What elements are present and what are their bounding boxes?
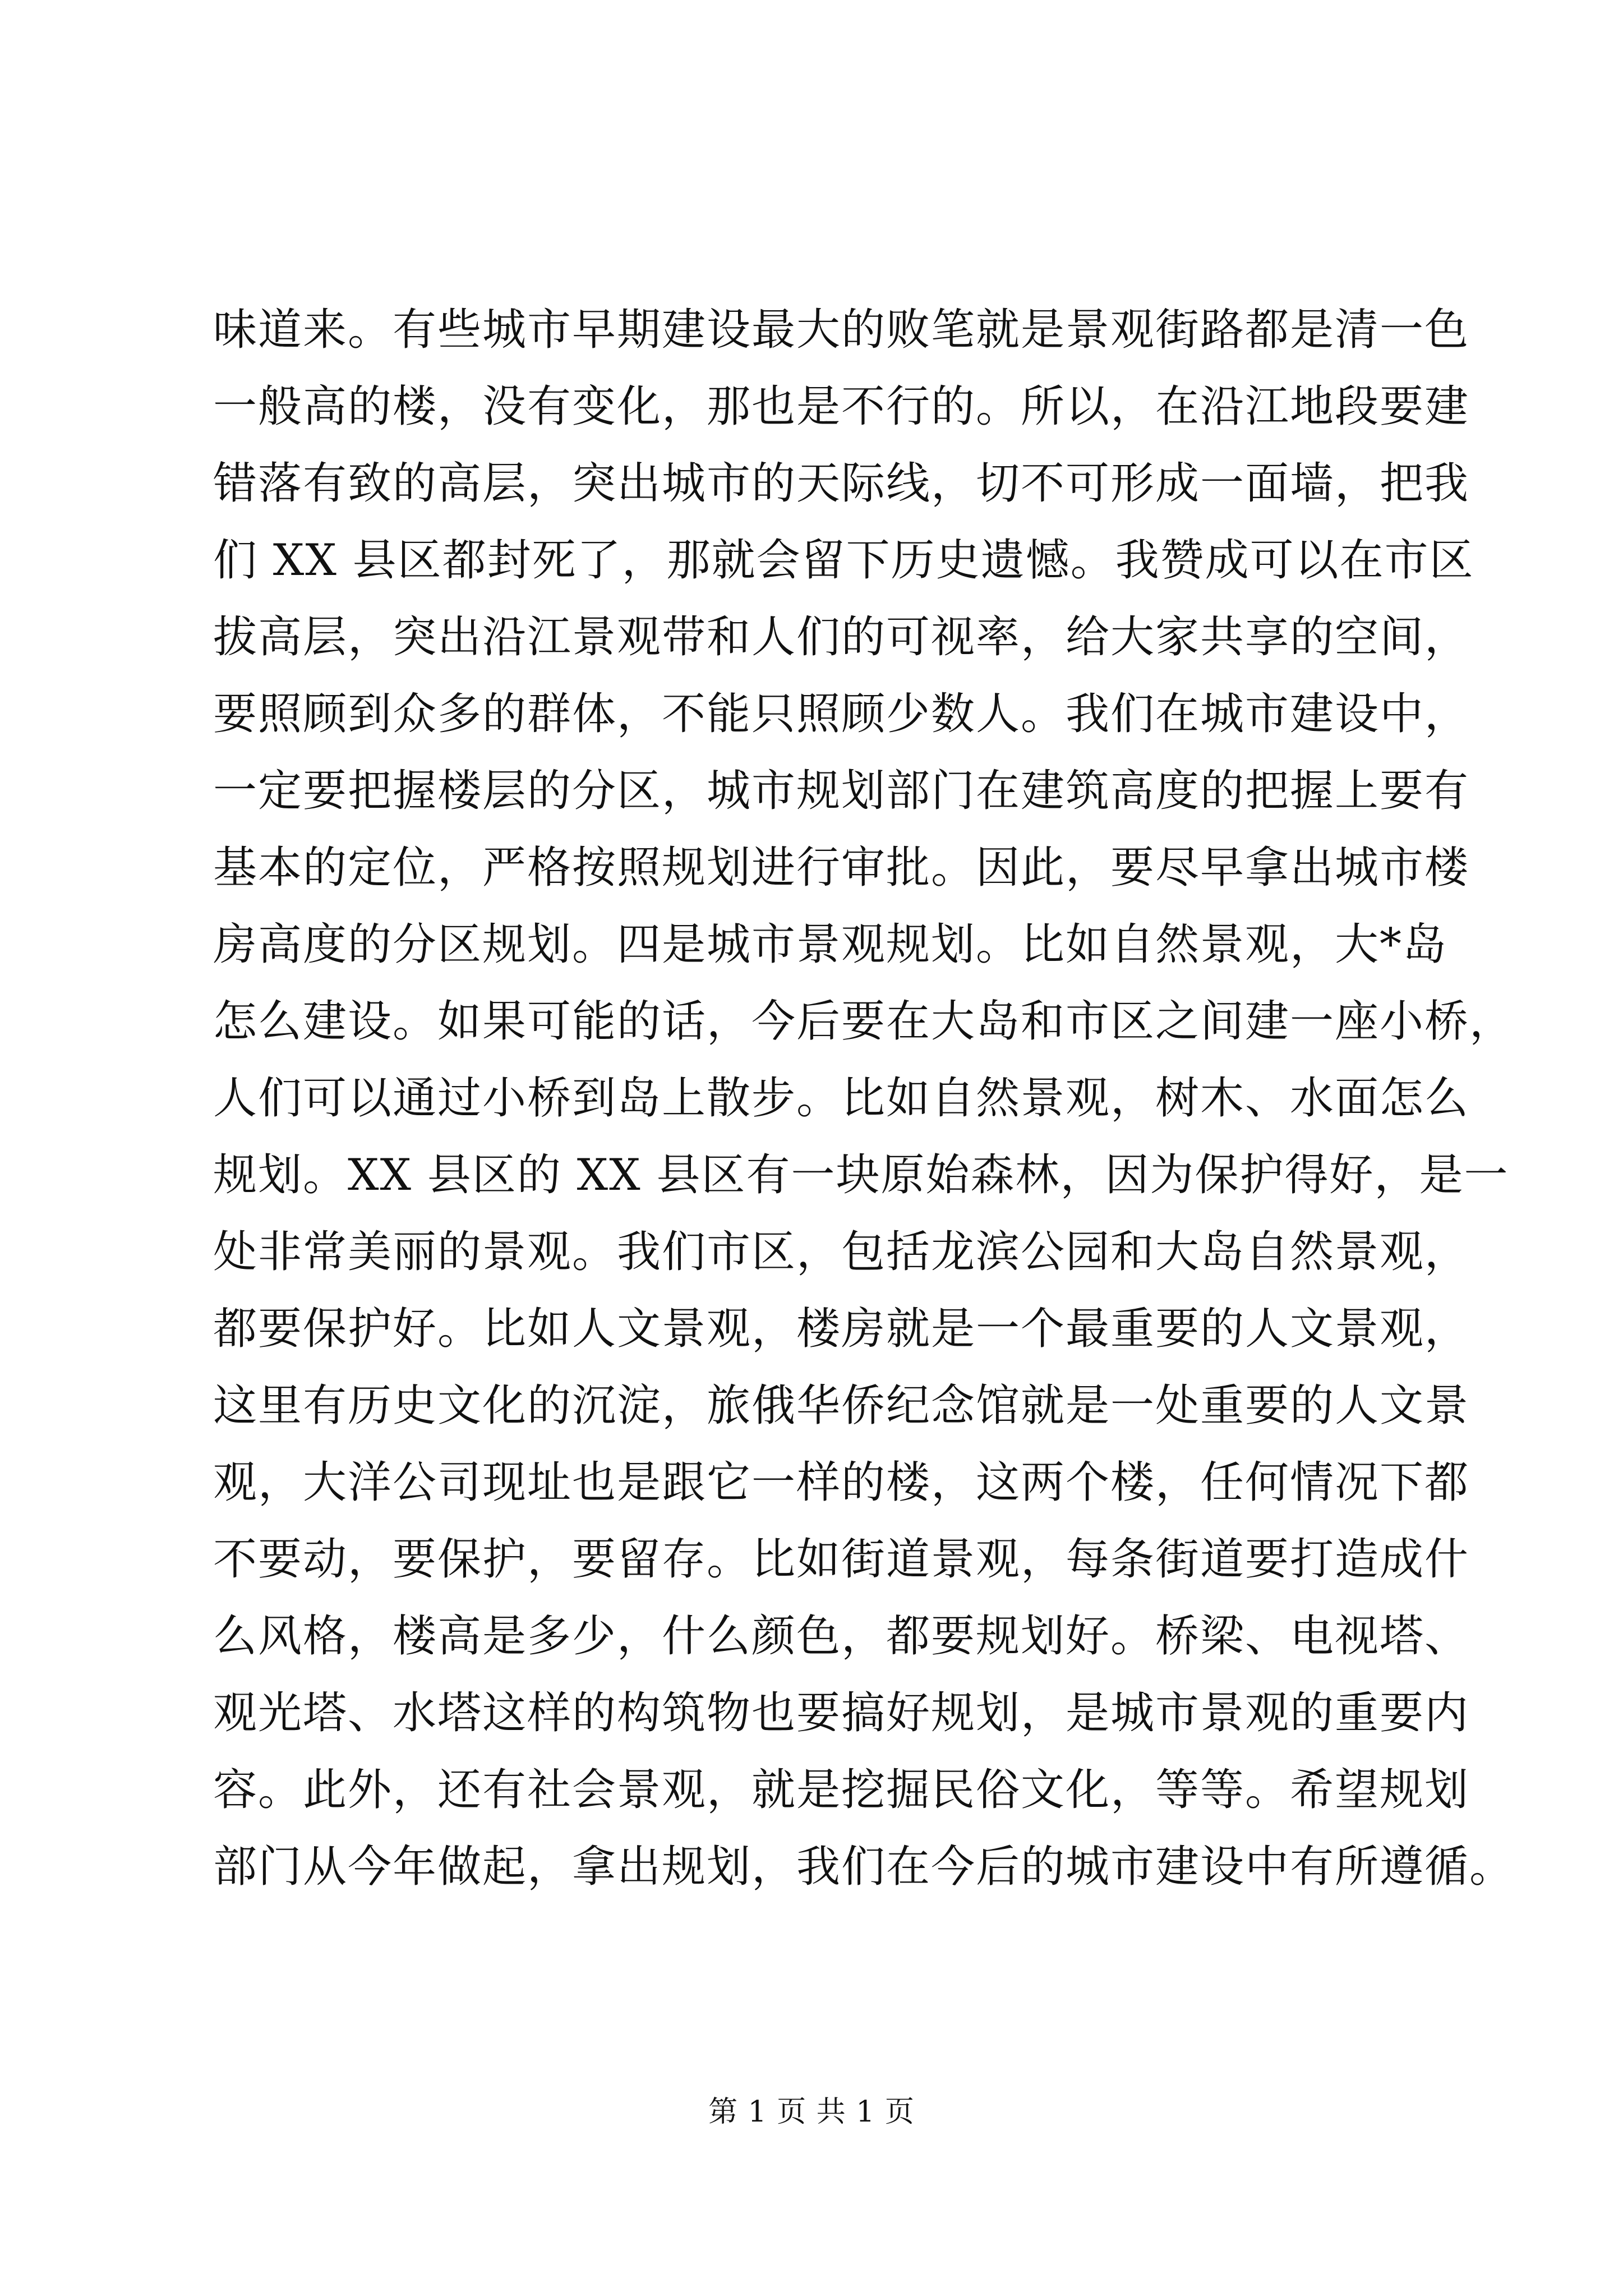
text-line: 部门从今年做起，拿出规划，我们在今后的城市建设中有所遵循。 — [213, 1842, 1515, 1892]
text-line: 处非常美丽的景观。我们市区，包括龙滨公园和大岛自然景观， — [213, 1227, 1470, 1277]
text-line: 一般高的楼，没有变化，那也是不行的。所以，在沿江地段要建 — [213, 381, 1470, 432]
text-line: 这里有历史文化的沉淀，旅俄华侨纪念馆就是一处重要的人文景 — [213, 1381, 1470, 1431]
text-line: 错落有致的高层，突出城市的天际线，切不可形成一面墙，把我 — [213, 458, 1470, 509]
text-line: 一定要把握楼层的分区，城市规划部门在建筑高度的把握上要有 — [213, 766, 1470, 816]
text-line: 房高度的分区规划。四是城市景观规划。比如自然景观，大*岛 — [213, 919, 1448, 970]
text-line: 人们可以通过小桥到岛上散步。比如自然景观，树木、水面怎么 — [213, 1073, 1470, 1124]
text-line: 么风格，楼高是多少，什么颜色，都要规划好。桥梁、电视塔、 — [213, 1611, 1470, 1662]
text-line: 怎么建设。如果可能的话，今后要在大岛和市区之间建一座小桥， — [213, 996, 1515, 1047]
text-line: 味道来。有些城市早期建设最大的败笔就是景观街路都是清一色 — [213, 305, 1470, 355]
text-line: 观光塔、水塔这样的构筑物也要搞好规划，是城市景观的重要内 — [213, 1688, 1470, 1738]
text-line: 规划。XX 县区的 XX 县区有一块原始森林，因为保护得好，是一 — [213, 1150, 1509, 1200]
text-line: 都要保护好。比如人文景观，楼房就是一个最重要的人文景观， — [213, 1304, 1470, 1354]
text-line: 观，大洋公司现址也是跟它一样的楼，这两个楼，任何情况下都 — [213, 1457, 1470, 1508]
text-line: 基本的定位，严格按照规划进行审批。因此，要尽早拿出城市楼 — [213, 843, 1470, 893]
text-line: 们 XX 县区都封死了，那就会留下历史遗憾。我赞成可以在市区 — [213, 535, 1474, 586]
body-text — [213, 292, 1515, 1906]
text-line: 不要动，要保护，要留存。比如街道景观，每条街道要打造成什 — [213, 1534, 1470, 1585]
text-line: 要照顾到众多的群体，不能只照顾少数人。我们在城市建设中， — [213, 689, 1470, 739]
page-number-footer: 第 1 页 共 1 页 — [708, 2095, 915, 2129]
text-line: 容。此外，还有社会景观，就是挖掘民俗文化，等等。希望规划 — [213, 1765, 1470, 1815]
text-line: 拔高层，突出沿江景观带和人们的可视率，给大家共享的空间， — [213, 612, 1470, 662]
